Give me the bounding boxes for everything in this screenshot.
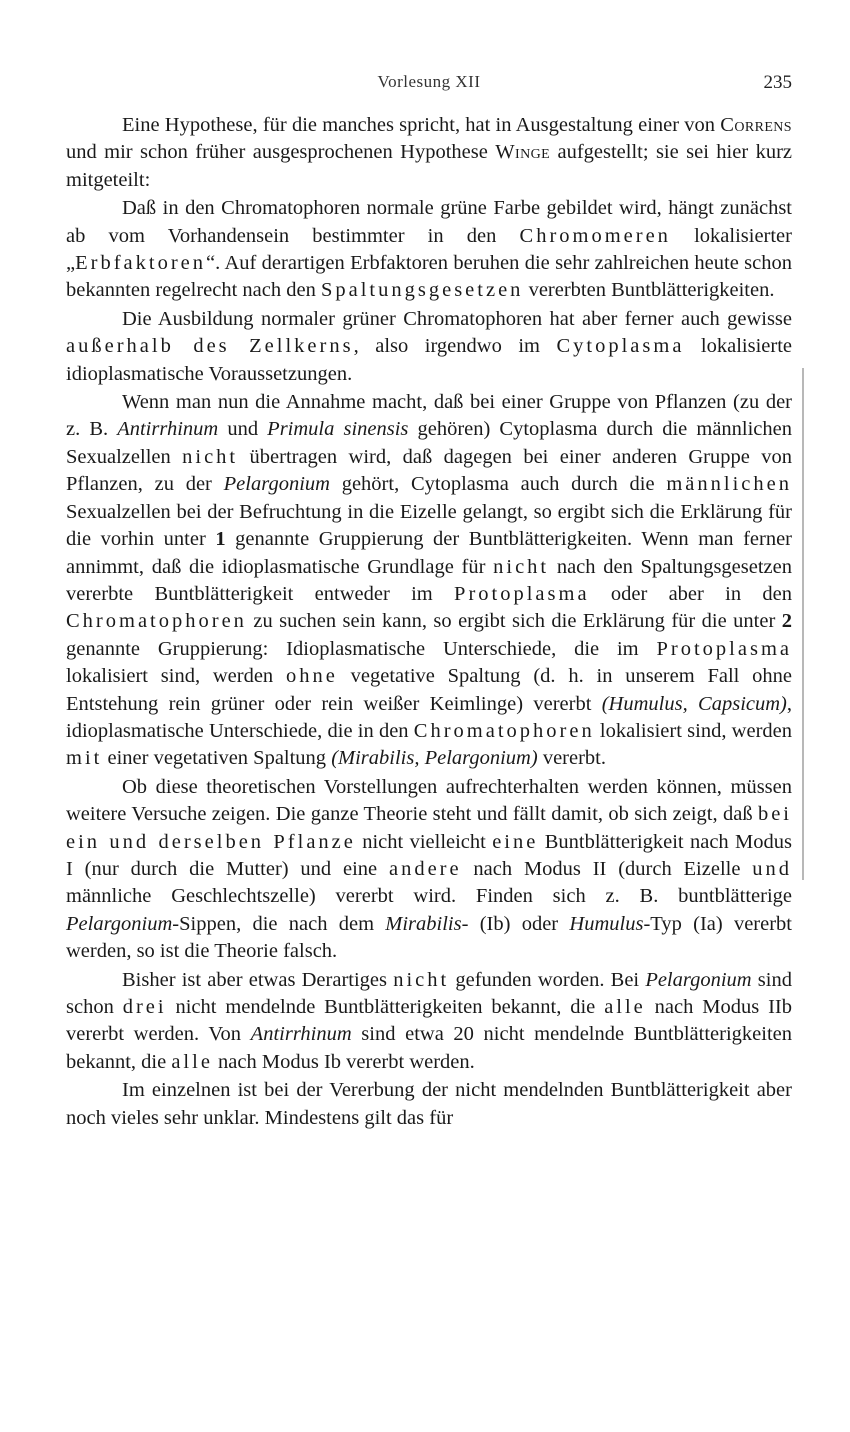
text-run: Pelargonium bbox=[645, 968, 752, 991]
page-number: 235 bbox=[763, 72, 792, 93]
text-run: Erbfaktoren bbox=[75, 252, 207, 275]
text-run: einer vegetativen Spaltung bbox=[102, 747, 332, 770]
text-run: Pelargonium bbox=[66, 912, 173, 935]
text-run: übertragen wird, daß dagegen bei einer anderen Gruppe von Pflanzen, zu der bbox=[66, 445, 792, 496]
text-run: männlichen bbox=[666, 473, 792, 496]
author-name: Winge bbox=[495, 141, 551, 164]
text-run: lokalisierter „ bbox=[66, 224, 792, 275]
text-run: Primula sinensis bbox=[267, 418, 409, 441]
text-run: (Humulus, Capsicum) bbox=[601, 692, 787, 715]
text-run: genannte Gruppierung der Buntblätterigkeiten. Wenn man ferner annimmt, daß die idioplasmatische Grundlage für bbox=[66, 528, 792, 578]
paragraph-3 bbox=[66, 306, 792, 388]
text-run: Chromomeren bbox=[519, 224, 671, 247]
text-run: Humulus bbox=[569, 912, 644, 935]
text-run: vererbt. bbox=[537, 747, 606, 770]
text-run: Chromatophoren bbox=[413, 719, 595, 742]
paragraph-7 bbox=[66, 1077, 792, 1132]
text-run: nicht vielleicht bbox=[355, 830, 493, 853]
text-run: eine bbox=[492, 830, 539, 853]
text-run: -Sippen, die nach dem bbox=[172, 912, 386, 935]
text-run: sind schon bbox=[66, 968, 792, 1018]
text-run: lokalisiert sind, werden bbox=[66, 665, 286, 688]
text-run: drei bbox=[122, 996, 167, 1018]
text-run: andere bbox=[388, 857, 462, 880]
text-run: genannte Gruppierung: Idioplasmatische Unterschiede, die im bbox=[66, 637, 657, 660]
text-run: 1 bbox=[215, 528, 226, 551]
text-run: aufgestellt; sie sei hier kurz mitgeteilt: bbox=[66, 141, 793, 191]
text-run: nach Modus IIb vererbt werden. Von bbox=[66, 996, 793, 1046]
page-header bbox=[66, 72, 792, 100]
text-run: nicht bbox=[493, 555, 550, 578]
text-run: nicht bbox=[182, 445, 239, 468]
text-run: Chromatophoren bbox=[66, 610, 247, 633]
paragraph-4 bbox=[66, 389, 792, 773]
paragraph-5 bbox=[66, 774, 792, 966]
text-run: vegetative Spaltung (d. h. in unserem Fall ohne Entstehung rein grüner oder rein weißer Keimlinge) vererbt bbox=[66, 665, 792, 715]
text-run: Cytoplasma bbox=[556, 335, 685, 358]
text-run: gehört, Cytoplasma auch durch die bbox=[329, 473, 667, 496]
text-run: “. Auf derartigen Erbfaktoren beruhen die sehr zahlreichen heute schon bekannten regelrecht nach den bbox=[66, 252, 792, 302]
text-run: Ob diese theoretischen Vorstellungen aufrechterhalten werden können, müssen weitere Versuche zeigen. Die ganze Theorie steht und fällt damit, ob sich zeigt, daß bbox=[66, 775, 792, 826]
margin-line bbox=[802, 368, 804, 880]
text-run: nicht mendelnde Buntblätterigkeiten bekannt, die bbox=[166, 996, 605, 1018]
text-run: vererbten Buntblätterigkeiten. bbox=[523, 279, 775, 302]
text-run: nach den Spaltungsgesetzen vererbte Buntblätterigkeit entweder im bbox=[66, 555, 792, 605]
paragraph-6 bbox=[66, 967, 792, 1077]
text-run: sind etwa 20 nicht mendelnde Buntblätterigkeiten bekannt, die bbox=[66, 1023, 792, 1073]
text-run: lokalisiert sind, werden bbox=[594, 719, 792, 742]
text-run: gefunden worden. Bei bbox=[449, 968, 646, 991]
text-run: , also irgendwo im bbox=[353, 335, 557, 358]
paragraph-2 bbox=[66, 195, 792, 305]
text-run: Daß in den Chromatophoren normale grüne Farbe gebildet wird, hängt zunächst ab vom Vorhandensein bestimmter in den bbox=[66, 197, 792, 247]
text-run: Antirrhinum bbox=[250, 1023, 352, 1046]
text-run: Protoplasma bbox=[454, 582, 590, 605]
paragraph-1 bbox=[66, 112, 792, 194]
text-run: außerhalb des Zellkerns bbox=[66, 335, 354, 358]
text-run: Wenn man nun die Annahme macht, daß bei einer Gruppe von Pflanzen (zu der z. B. bbox=[66, 391, 792, 441]
text-run: gehören) Cytoplasma durch die männlichen Sexualzellen bbox=[66, 418, 793, 468]
text-run: alle bbox=[604, 996, 646, 1018]
body-text bbox=[66, 112, 792, 1133]
text-run: - (Ib) oder bbox=[461, 912, 570, 935]
text-run: Buntblätterigkeit nach Modus I (nur durch die Mutter) und eine bbox=[66, 830, 792, 880]
text-run: und bbox=[218, 418, 268, 441]
text-run: Protoplasma bbox=[656, 637, 792, 660]
text-run: Antirrhinum bbox=[117, 418, 219, 441]
text-run: männliche Geschlechtszelle) vererbt wird. Finden sich z. B. buntblätterige bbox=[66, 885, 792, 908]
text-run: nicht bbox=[393, 968, 450, 991]
text-run: zu suchen sein kann, so ergibt sich die Erklärung für die unter bbox=[246, 610, 782, 633]
text-run: 2 bbox=[781, 610, 792, 633]
text-run: Pelargonium bbox=[223, 473, 330, 496]
text-run: -Typ (Ia) vererbt werden, so ist die Theorie falsch. bbox=[66, 912, 793, 963]
text-run: nach Modus Ib vererbt werden. bbox=[212, 1050, 475, 1073]
text-run: und mir schon früher ausgesprochenen Hypothese bbox=[66, 141, 496, 164]
text-run: und bbox=[752, 857, 793, 880]
text-run: (Mirabilis, Pelargonium) bbox=[331, 747, 538, 770]
text-run: Mirabilis bbox=[385, 912, 462, 935]
text-run: bei ein und derselben Pflanze bbox=[66, 803, 792, 853]
text-run: alle bbox=[171, 1050, 213, 1073]
author-name: Correns bbox=[720, 114, 792, 136]
text-run: , idioplasmatische Unterschiede, die in den bbox=[66, 692, 792, 742]
text-run: Spaltungsgesetzen bbox=[320, 279, 524, 302]
text-run: ohne bbox=[285, 665, 338, 688]
text-run: Im einzelnen ist bei der Vererbung der nicht mendelnden Buntblätterigkeit aber noch vieles sehr unklar. Mindestens gilt das für bbox=[66, 1079, 792, 1129]
text-run: Bisher ist aber etwas Derartiges bbox=[122, 968, 394, 991]
text-run: Die Ausbildung normaler grüner Chromatophoren hat aber ferner auch gewisse bbox=[122, 307, 792, 330]
text-run: Eine Hypothese, für die manches spricht, hat in Ausgestaltung einer von bbox=[122, 114, 721, 136]
text-run: lokalisierte idioplasmatische Voraussetzungen. bbox=[66, 335, 793, 385]
running-title: Vorlesung XII bbox=[377, 72, 481, 91]
text-run: nach Modus II (durch Eizelle bbox=[461, 857, 753, 880]
text-run: oder aber in den bbox=[589, 582, 793, 605]
text-run: Sexualzellen bei der Befruchtung in die Eizelle gelangt, so ergibt sich die Erklärung für die vorhin unter bbox=[66, 500, 792, 551]
text-run: mit bbox=[66, 747, 103, 770]
